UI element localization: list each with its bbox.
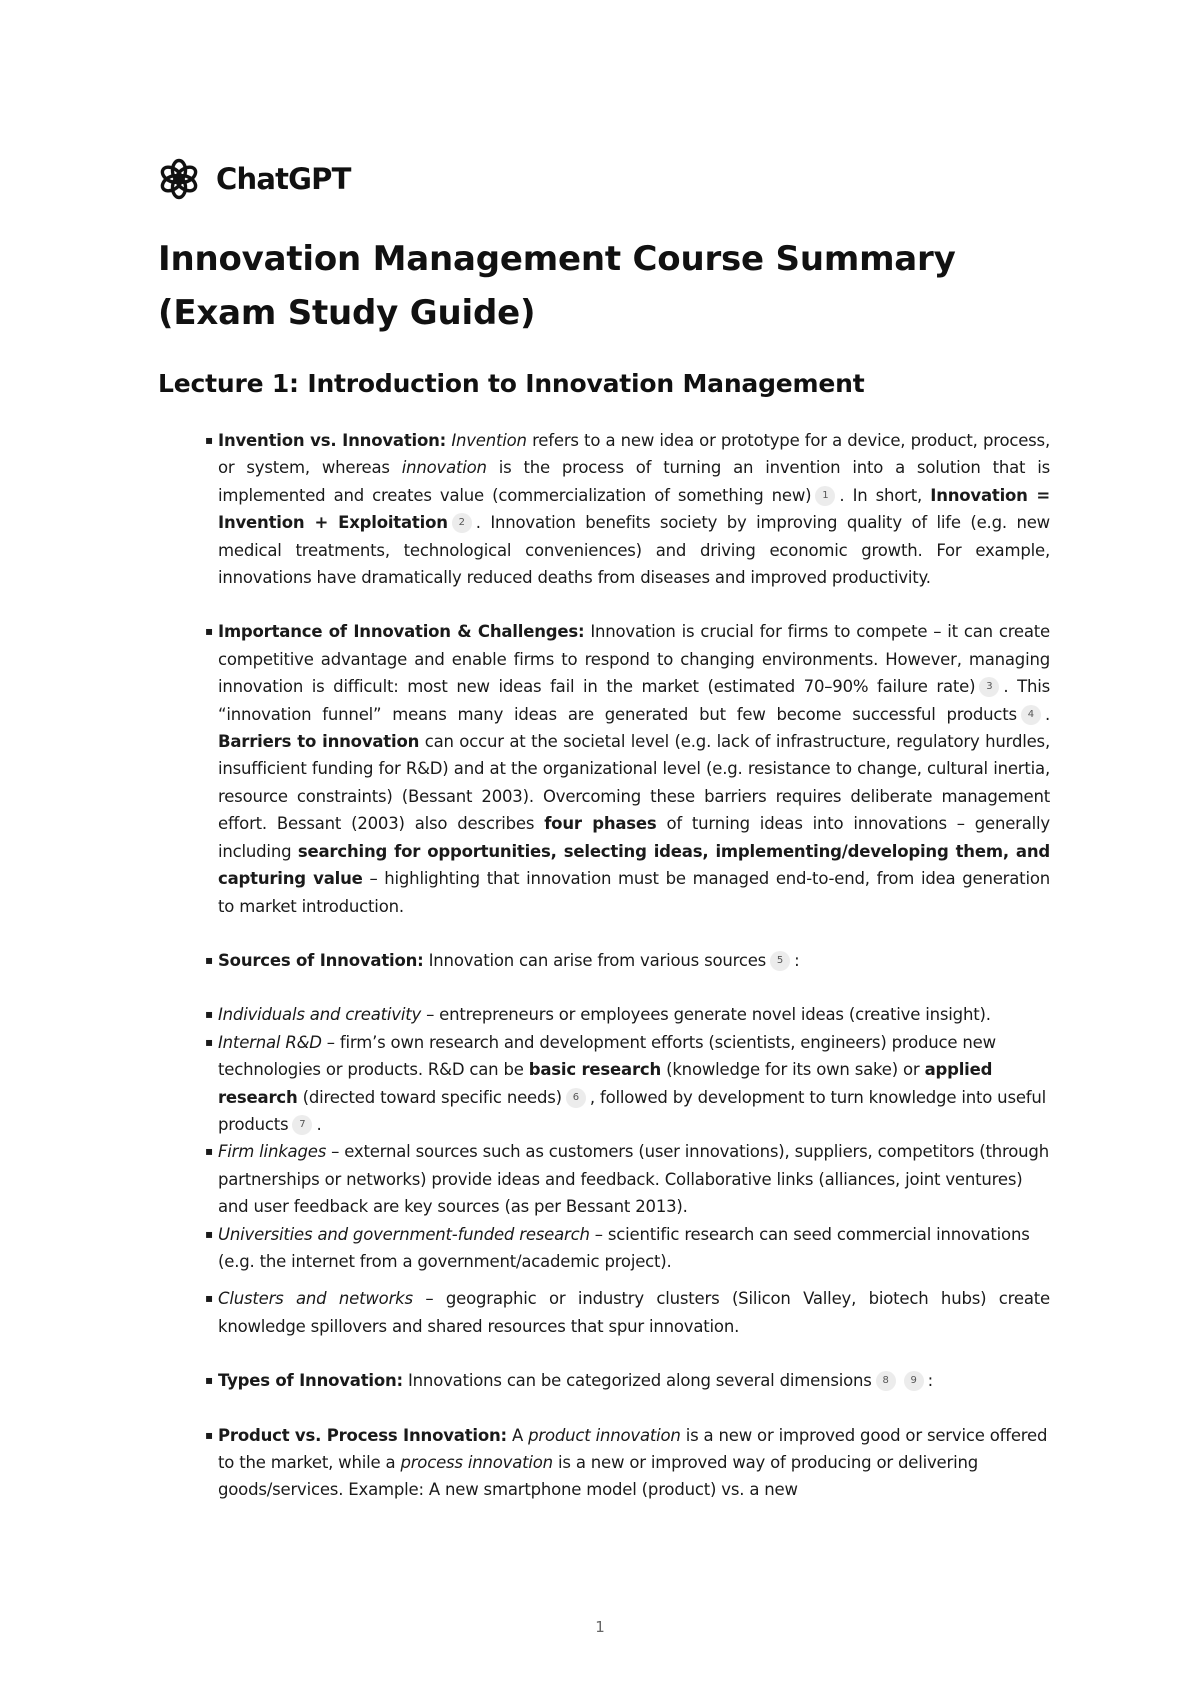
- bullet-icon: ▪: [205, 1291, 213, 1306]
- bullet-icon: ▪: [205, 1373, 213, 1388]
- bullet-icon: ▪: [205, 1034, 213, 1049]
- bullet-icon: ▪: [205, 1427, 213, 1442]
- bullet-icon: ▪: [205, 1226, 213, 1241]
- list-item-sources: ▪ Sources of Innovation: Innovation can arise from various sources 5 :: [158, 947, 1050, 974]
- lecture-1-content: [158, 427, 1050, 1504]
- citation-badge[interactable]: 3: [979, 677, 999, 697]
- bullet-icon: ▪: [205, 624, 213, 639]
- bullet-icon: ▪: [205, 1144, 213, 1159]
- citation-badge[interactable]: 6: [566, 1088, 586, 1108]
- list-item-firm-linkages: ▪ Firm linkages – external sources such as customers (user innovations), suppliers, competitors (through partnerships or networks) provide ideas and feedback. Collaborative links (alliances, joint ventures) and user feedback are key sources (as per Bessant 2013).: [158, 1138, 1050, 1220]
- list-item-internal-rd: ▪ Internal R&D – firm’s own research and development efforts (scientists, engineers) produce new technologies or products. R&D can be basic research (knowledge for its own sake) or applied research (directed toward specific needs) 6 , followed by development to turn knowledge into useful products 7 .: [158, 1029, 1050, 1139]
- logo-text: ChatGPT: [216, 162, 351, 196]
- citation-badge[interactable]: 5: [770, 951, 790, 971]
- list-item-universities: ▪ Universities and government-funded research – scientific research can seed commercial innovations (e.g. the internet from a government/academic project).: [158, 1221, 1050, 1276]
- citation-badge[interactable]: 1: [815, 486, 835, 506]
- bullet-icon: ▪: [205, 433, 213, 447]
- list-item-importance: ▪ Importance of Innovation & Challenges: Innovation is crucial for firms to compete – it can create competitive advantage and enable firms to respond to changing environments. However, managing innovation is difficult: most new ideas fail in the market (estimated 70–90% failure rate) 3 . This “innovation funnel” means many ideas are generated but few become successful products 4 . Barriers to innovation can occur at the societal level (e.g. lack of infrastructure, regulatory hurdles, insufficient funding for R&D) and at the organizational level (e.g. resistance to change, cultural inertia, resource constraints) (Bessant 2003). Overcoming these barriers requires deliberate management effort. Bessant (2003) also describes four phases of turning ideas into innovations – generally including searching for opportunities, selecting ideas, implementing/developing them, and capturing value – highlighting that innovation must be managed end-to-end, from idea generation to market introduction.: [158, 618, 1050, 919]
- page-title: Innovation Management Course Summary (Exam Study Guide): [158, 239, 956, 333]
- openai-logo-icon: [158, 158, 200, 200]
- citation-badge[interactable]: 4: [1021, 705, 1041, 725]
- brand-logo: [158, 156, 351, 202]
- citation-badge[interactable]: 7: [292, 1115, 312, 1135]
- bullet-icon: ▪: [205, 952, 213, 967]
- bullet-icon: ▪: [205, 1007, 213, 1022]
- citation-badge[interactable]: 8: [876, 1371, 896, 1391]
- list-item-types: ▪ Types of Innovation: Innovations can be categorized along several dimensions 8 9 :: [158, 1367, 1050, 1394]
- page-number: 1: [595, 1618, 605, 1636]
- citation-badge[interactable]: 9: [904, 1371, 924, 1391]
- citation-badge[interactable]: 2: [452, 513, 472, 533]
- section-heading-lecture-1: Lecture 1: Introduction to Innovation Management: [158, 369, 865, 398]
- list-item-invention-vs-innovation: ▪ Invention vs. Innovation: Invention refers to a new idea or prototype for a device, product, process, or system, whereas innovation is the process of turning an invention into a solution that is implemented and creates value (commercialization of something new) 1 . In short, Innovation = Invention + Exploitation 2 . Innovation benefits society by improving quality of life (e.g. new medical treatments, technological conveniences) and driving economic growth. For example, innovations have dramatically reduced deaths from diseases and improved productivity.: [158, 427, 1050, 591]
- list-item-individuals: ▪ Individuals and creativity – entrepreneurs or employees generate novel ideas (creative insight).: [158, 1001, 1050, 1028]
- list-item-clusters: ▪ Clusters and networks – geographic or industry clusters (Silicon Valley, biotech hubs) create knowledge spillovers and shared resources that spur innovation.: [158, 1285, 1050, 1340]
- list-item-product-vs-process: ▪ Product vs. Process Innovation: A product innovation is a new or improved good or service offered to the market, while a process innovation is a new or improved way of producing or delivering goods/services. Example: A new smartphone model (product) vs. a new: [158, 1422, 1050, 1504]
